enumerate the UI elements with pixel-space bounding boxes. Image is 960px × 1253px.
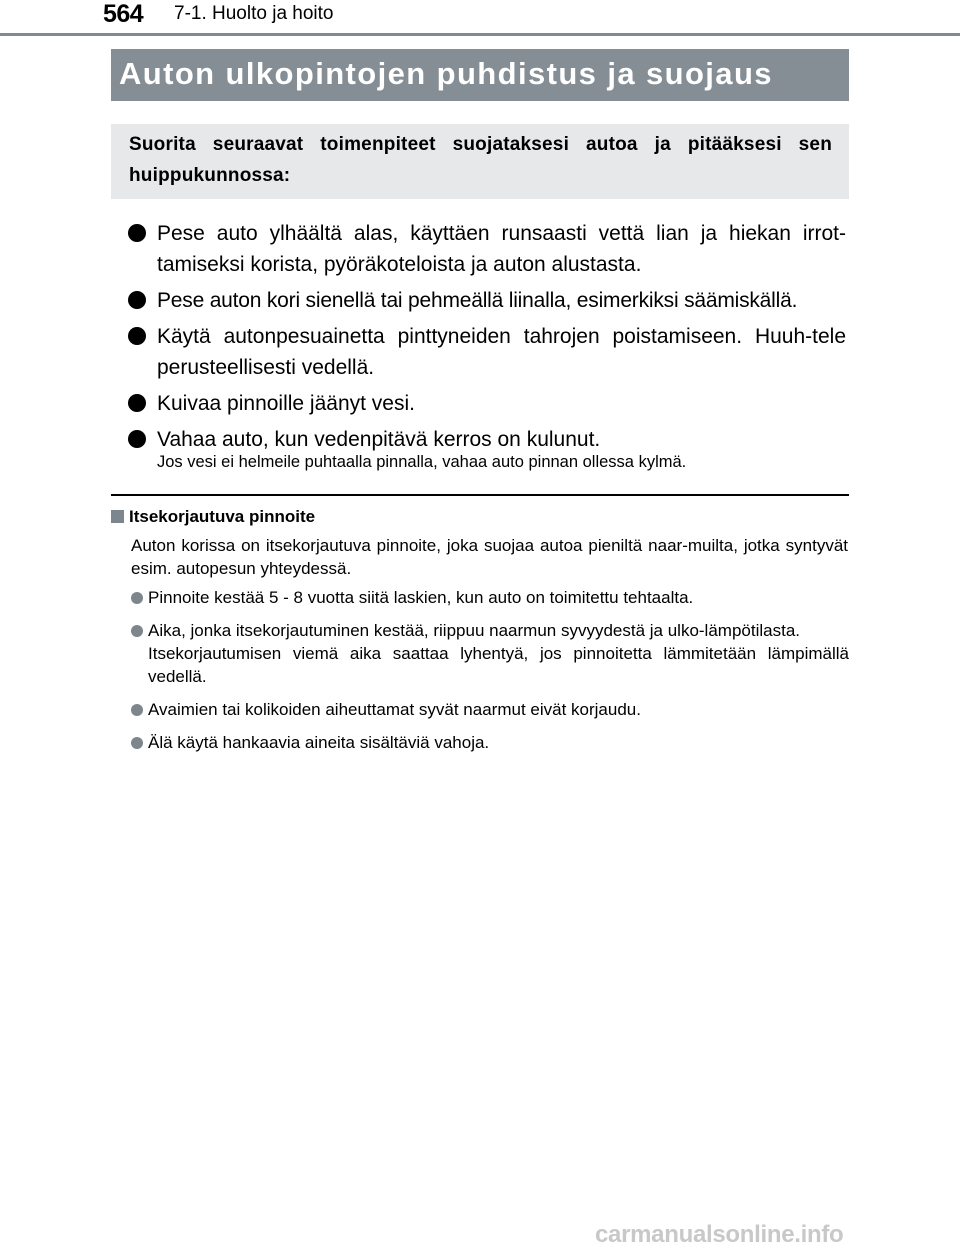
bullet-icon — [131, 737, 143, 749]
main-list-item — [126, 285, 846, 316]
main-list-item — [126, 424, 846, 455]
page-header — [0, 0, 960, 38]
section-label: 7-1. Huolto ja hoito — [174, 3, 334, 24]
sub-bullet-list — [131, 586, 849, 764]
bullet-icon — [131, 625, 143, 637]
bullet-icon — [128, 291, 146, 309]
sub-list-item — [131, 619, 849, 688]
sub-paragraph: Auton korissa on itsekorjautuva pinnoite, joka suojaa autoa pieniltä naar-muilta, jotka syntyvät esim. autopesun yhteydessä. — [131, 536, 848, 578]
sub-item-text: Avaimien tai kolikoiden aiheuttamat syvät naarmut eivät korjaudu. — [148, 700, 641, 719]
page-title: Auton ulkopintojen puhdistus ja suojaus — [119, 56, 773, 91]
main-item-text: Kuivaa pinnoille jäänyt vesi. — [157, 392, 415, 415]
sub-item-text: Älä käytä hankaavia aineita sisältäviä vahoja. — [148, 733, 490, 752]
main-item-text: Pese auto ylhäältä alas, käyttäen runsaasti vettä lian ja hiekan irrot-tamiseksi korista, pyöräkoteloista ja auton alustasta. — [157, 222, 846, 276]
square-bullet-icon — [111, 510, 124, 523]
main-list-item — [126, 321, 846, 383]
bullet-icon — [128, 430, 146, 448]
sub-list-item — [131, 698, 849, 721]
bullet-icon — [128, 327, 146, 345]
sub-item-text: Aika, jonka itsekorjautuminen kestää, riippuu naarmun syvyydestä ja ulko-lämpötilasta. — [148, 621, 800, 640]
sub-item-text: Pinnoite kestää 5 - 8 vuotta siitä laskien, kun auto on toimitettu tehtaalta. — [148, 588, 694, 607]
sub-item-text: Itsekorjautumisen viemä aika saattaa lyhentyä, jos pinnoitetta lämmitetään lämpimällä vedellä. — [148, 644, 849, 686]
bullet-icon — [128, 224, 146, 242]
watermark: carmanualsonline.info — [595, 1221, 844, 1248]
sub-list-item — [131, 731, 849, 754]
sub-heading — [111, 507, 315, 527]
title-banner — [111, 49, 849, 101]
main-note: Jos vesi ei helmeile puhtaalla pinnalla, vahaa auto pinnan ollessa kylmä. — [157, 453, 687, 471]
header-rule — [0, 33, 960, 36]
bullet-icon — [131, 704, 143, 716]
sub-list-item — [131, 586, 849, 609]
main-item-text: Pese auton kori sienellä tai pehmeällä liinalla, esimerkiksi säämiskällä. — [157, 289, 798, 312]
main-item-text: Vahaa auto, kun vedenpitävä kerros on kulunut. — [157, 428, 601, 451]
main-list-item — [126, 388, 846, 419]
main-item-text: Käytä autonpesuainetta pinttyneiden tahrojen poistamiseen. Huuh-tele perusteellisesti vedellä. — [157, 325, 846, 379]
page-number: 564 — [103, 0, 144, 28]
intro-box — [111, 124, 849, 199]
sub-heading-text: Itsekorjautuva pinnoite — [129, 507, 316, 526]
bullet-icon — [131, 592, 143, 604]
bullet-icon — [128, 394, 146, 412]
main-list-item — [126, 218, 846, 280]
main-bullet-list — [126, 218, 846, 460]
section-divider — [111, 494, 849, 496]
intro-text: Suorita seuraavat toimenpiteet suojataksesi autoa ja pitääksesi sen huippukunnossa: — [129, 134, 832, 186]
